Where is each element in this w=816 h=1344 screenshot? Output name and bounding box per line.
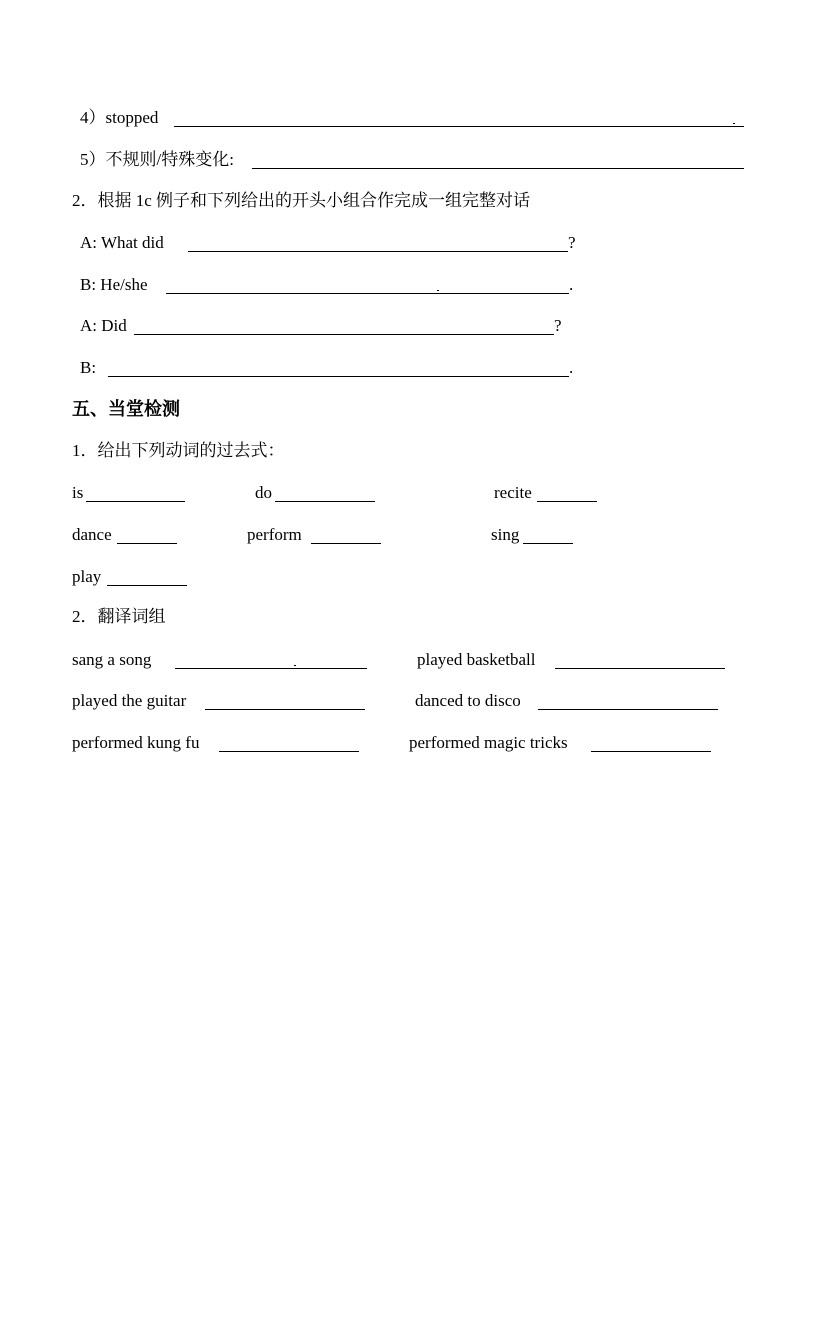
item-4-label: 4）stopped [80, 108, 159, 127]
phrase-performed-magic-tricks-blank[interactable] [591, 751, 711, 752]
verb-recite-blank[interactable] [537, 501, 597, 502]
verb-perform-blank[interactable] [311, 543, 381, 544]
dialogue-line-3-end: ? [554, 316, 562, 335]
phrase-sang-a-song: sang a song [72, 650, 152, 669]
phrase-sang-a-song-blank[interactable] [175, 668, 367, 669]
phrase-performed-magic-tricks: performed magic tricks [409, 733, 568, 752]
task-2-title: 2．根据 1c 例子和下列给出的开头小组合作完成一组完整对话 [72, 191, 531, 210]
verb-dance-blank[interactable] [117, 543, 177, 544]
dialogue-line-4-blank[interactable] [108, 376, 569, 377]
verb-perform: perform [247, 525, 302, 544]
dialogue-line-2-end: . [569, 275, 574, 294]
verb-play: play [72, 567, 102, 586]
item-5-label: 5）不规则/特殊变化: [80, 150, 234, 169]
dialogue-line-1-prefix: A: What did [80, 233, 164, 252]
verb-do: do [255, 483, 272, 502]
verb-dance: dance [72, 525, 112, 544]
verb-recite: recite [494, 483, 532, 502]
phrase-sang-a-song-mark [294, 665, 296, 666]
dialogue-line-2-prefix: B: He/she [80, 275, 148, 294]
dialogue-line-1-blank[interactable] [188, 251, 568, 252]
phrase-danced-to-disco: danced to disco [415, 691, 521, 710]
verb-do-blank[interactable] [275, 501, 375, 502]
dialogue-line-3-blank[interactable] [134, 334, 554, 335]
phrase-danced-to-disco-blank[interactable] [538, 709, 718, 710]
verb-play-blank[interactable] [107, 585, 187, 586]
item-4-answer-blank[interactable] [174, 126, 744, 127]
phrase-performed-kung-fu-blank[interactable] [219, 751, 359, 752]
phrase-played-basketball-blank[interactable] [555, 668, 725, 669]
q1-title: 1．给出下列动词的过去式： [72, 441, 285, 460]
q2-title: 2．翻译词组 [72, 607, 166, 626]
dialogue-line-2-mark [437, 290, 439, 291]
verb-sing-blank[interactable] [523, 543, 573, 544]
dialogue-line-3-prefix: A: Did [80, 316, 127, 335]
phrase-played-the-guitar: played the guitar [72, 691, 187, 710]
dialogue-line-2-blank[interactable] [166, 293, 569, 294]
dialogue-line-4-prefix: B: [80, 358, 97, 377]
phrase-performed-kung-fu: performed kung fu [72, 733, 200, 752]
dialogue-line-4-end: . [569, 358, 574, 377]
dialogue-line-1-end: ? [568, 233, 576, 252]
section-5-title: 五、当堂检测 [72, 399, 180, 419]
phrase-played-basketball: played basketball [417, 650, 536, 669]
phrase-played-the-guitar-blank[interactable] [205, 709, 365, 710]
item-4-mark [733, 123, 735, 124]
item-5-answer-blank[interactable] [252, 168, 744, 169]
verb-sing: sing [491, 525, 520, 544]
verb-is: is [72, 483, 84, 502]
verb-is-blank[interactable] [86, 501, 185, 502]
